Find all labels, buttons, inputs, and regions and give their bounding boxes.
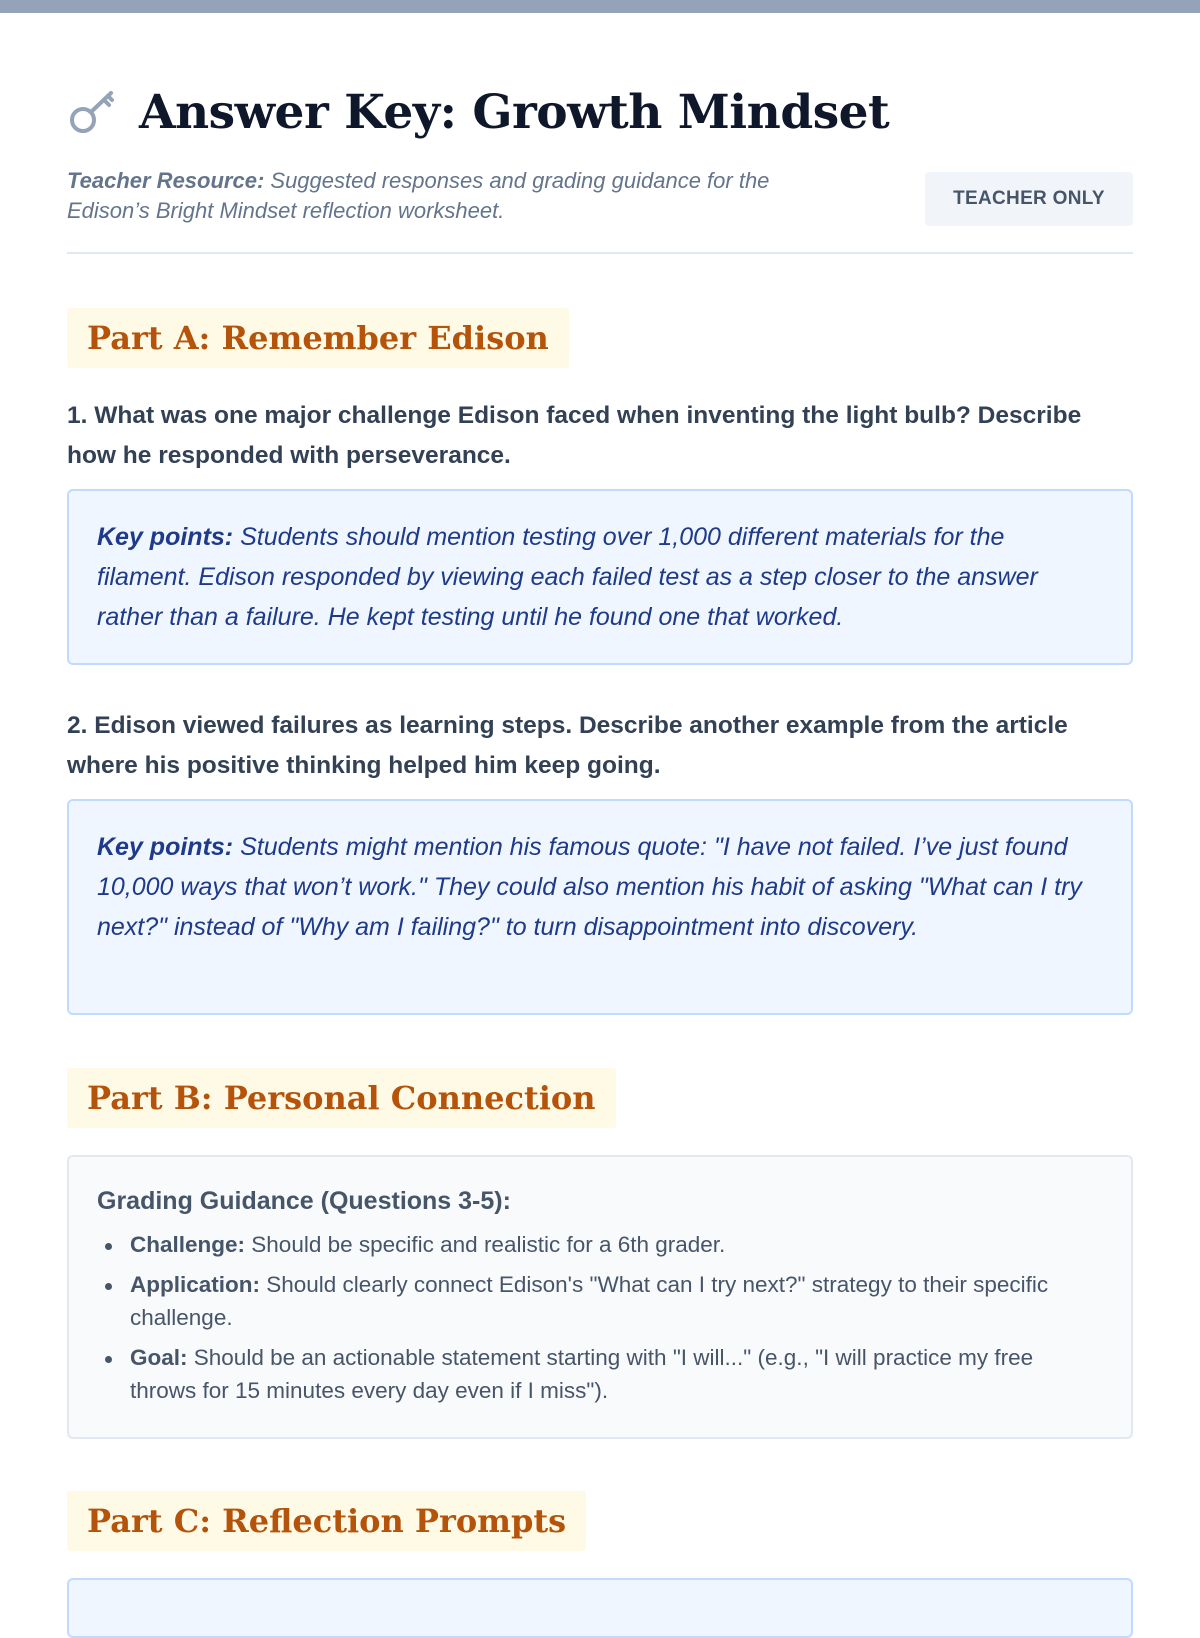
part-b-heading: Part B: Personal Connection xyxy=(67,1068,616,1128)
answer-1-text: Students should mention testing over 1,000 different materials for the filament. Edison responded by viewing each failed test as a step closer to the answer rather than a failure. He kept testing until he found one that worked. xyxy=(97,523,1038,631)
answer-2-text: Students might mention his famous quote: "I have not failed. I’ve just found 10,000 ways that won’t work." They could also mention his habit of asking "What can I try next?" instead of "Why am I failing?" to turn disappointment into discovery. xyxy=(97,833,1082,941)
list-item xyxy=(97,1341,1103,1407)
part-c-answer-box xyxy=(67,1578,1133,1638)
header xyxy=(67,82,889,142)
guidance-term: Challenge: xyxy=(130,1232,246,1257)
key-points-label: Key points: xyxy=(97,833,234,861)
question-1: 1. What was one major challenge Edison faced when inventing the light bulb? Describe how he responded with perseverance. xyxy=(67,402,1082,469)
page-subtitle xyxy=(67,166,827,226)
teacher-only-badge: TEACHER ONLY xyxy=(925,172,1133,226)
guidance-list xyxy=(97,1228,1103,1407)
answer-2 xyxy=(67,799,1133,1015)
list-item xyxy=(97,1268,1103,1334)
key-points-label: Key points: xyxy=(97,523,234,551)
key-icon xyxy=(67,87,117,137)
subtitle-lead: Teacher Resource: xyxy=(67,168,265,193)
question-2: 2. Edison viewed failures as learning steps. Describe another example from the article where his positive thinking helped him keep going. xyxy=(67,712,1068,779)
page-title: Answer Key: Growth Mindset xyxy=(139,84,890,140)
guidance-term: Application: xyxy=(130,1272,260,1297)
guidance-text: Should be specific and realistic for a 6th grader. xyxy=(245,1232,726,1257)
answer-1 xyxy=(67,489,1133,665)
guidance-title: Grading Guidance (Questions 3-5): xyxy=(97,1187,511,1215)
top-accent-bar xyxy=(0,0,1200,13)
header-divider xyxy=(67,252,1133,254)
subtitle-text: Suggested responses and grading guidance for the Edison’s Bright Mindset reflection worksheet. xyxy=(67,168,770,223)
part-a-heading: Part A: Remember Edison xyxy=(67,308,569,368)
part-c-heading: Part C: Reflection Prompts xyxy=(67,1491,586,1551)
grading-guidance xyxy=(67,1155,1133,1439)
guidance-term: Goal: xyxy=(130,1345,188,1370)
list-item xyxy=(97,1228,1103,1261)
guidance-text: Should be an actionable statement starting with "I will..." (e.g., "I will practice my free throws for 15 minutes every day even if I miss"). xyxy=(130,1345,1034,1403)
guidance-text: Should clearly connect Edison's "What can I try next?" strategy to their specific challenge. xyxy=(130,1272,1049,1330)
